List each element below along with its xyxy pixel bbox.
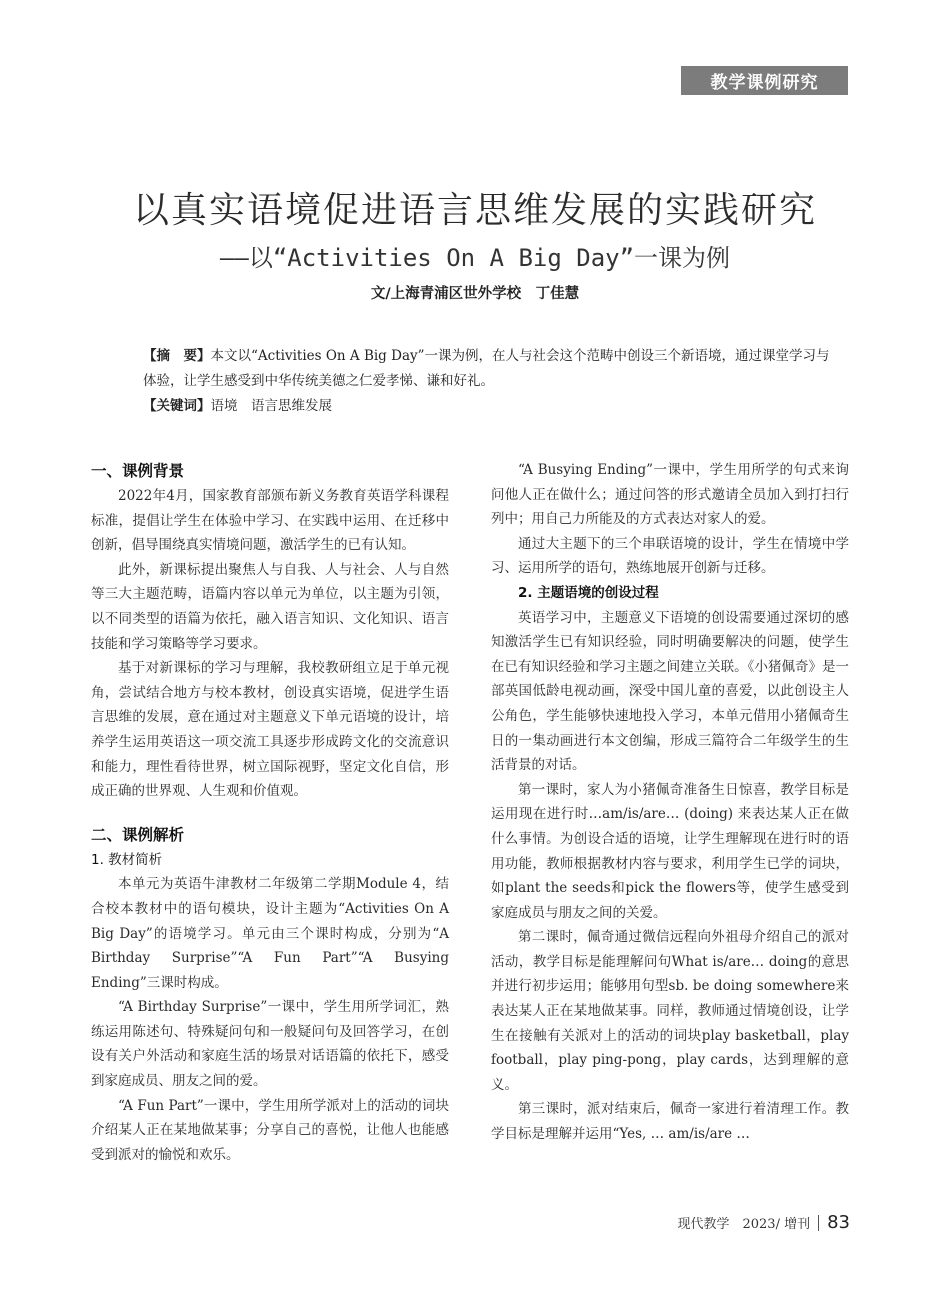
paragraph: 第三课时，派对结束后，佩奇一家进行着清理工作。教学目标是理解并运用“Yes, … am/is/are … [491,1101,849,1143]
keywords-text: 语境 语言思维发展 [210,398,332,414]
article-subtitle: ——以“Activities On A Big Day”一课为例 [219,244,731,272]
author-line: 文/上海青浦区世外学校 丁佳慧 [370,286,580,302]
journal-name: 现代教学 2023/ 增刊 [677,1217,811,1232]
article-title: 以真实语境促进语言思维发展的实践研究 [132,190,817,231]
paragraph: “A Birthday Surprise”一课中，学生用所学词汇，熟练运用陈述句、特殊疑问句和一般疑问句及回答学习，在创设有关户外活动和家庭生活的场景对话语篇的依托下，感受到家庭成员、朋友之间的爱。 [91,999,449,1090]
subsection-heading-material: 1. 教材简析 [91,851,163,868]
paragraph: 此外，新课标提出聚焦人与自我、人与社会、人与自然等三大主题范畴，语篇内容以单元为单位，以主题为引领，以不同类型的语篇为依托，融入语言知识、文化知识、语言技能和学习策略等学习要求。 [91,561,449,652]
page-number: 83 [827,1212,850,1233]
paragraph: 本单元为英语牛津教材二年级第二学期Module 4，结合校本教材中的语句模块，设计主题为“Activities On A Big Day”的语境学习。单元由三个课时构成，分别为“A Birthday Surprise”“A Fun Part”“A Busying Ending”三课时构成。 [91,876,449,991]
abstract-paragraph [123,344,839,394]
paragraph: 第二课时，佩奇通过微信远程向外祖母介绍自己的派对活动，教学目标是能理解问句What is/are… doing的意思并进行初步运用；能够用句型sb. be doing somewhere来表达某人正在某地做某事。同样，教师通过情境创设，让学生在接触有关派对上的活动的词块play basketball，play football，play ping-pong，play cards，达到理解的意义。 [491,929,849,1093]
column-tag: 教学课例研究 [681,66,848,95]
paragraph: “A Fun Part”一课中，学生用所学派对上的活动的词块介绍某人正在某地做某事；分享自己的喜悦，让他人也能感受到派对的愉悦和欢乐。 [91,1097,449,1163]
paragraph: 英语学习中，主题意义下语境的创设需要通过深切的感知激活学生已有知识经验，同时明确要解决的问题，使学生在已有知识经验和学习主题之间建立关联。《小猪佩奇》是一部英国低龄电视动画，深受中国儿童的喜爱，以此创设主人公角色，学生能够快速地投入学习，本单元借用小猪佩奇生日的一集动画进行本文创编，形成三篇符合二年级学生的生活背景的对话。 [491,609,849,774]
subsection-heading-context: 2. 主题语境的创设过程 [518,584,659,601]
paragraph: 第一课时，家人为小猪佩奇准备生日惊喜，教学目标是运用现在进行时…am/is/are… (doing) 来表达某人正在做什么事情。为创设合适的语境，让学生理解现在进行时的语用功能，教师根据教材内容与要求，利用学生已学的词块，如plant the seeds和pick the flowers等，使学生感受到家庭成员与朋友之间的关爱。 [491,781,849,921]
footer-divider [818,1215,819,1231]
left-column [91,458,449,1167]
keywords-label: 【关键词】 [143,398,211,414]
section-gap [91,804,449,822]
paragraph: 2022年4月，国家教育部颁布新义务教育英语学科课程标准，提倡让学生在体验中学习、在实践中运用、在迁移中创新，倡导围绕真实情境问题，激活学生的已有认知。 [91,488,449,554]
abstract-label: 【摘 要】 [143,348,211,364]
right-column [491,458,849,1147]
section-heading-analysis: 二、课例解析 [91,825,185,844]
section-heading-background: 一、课例背景 [91,462,185,480]
keywords-paragraph [123,394,839,419]
abstract-text: 本文以“Activities On A Big Day”一课为例，在人与社会这个范畴中创设三个新语境，通过课堂学习与体验，让学生感受到中华传统美德之仁爱孝悌、谦和好礼。 [143,348,830,389]
paragraph: 通过大主题下的三个串联语境的设计，学生在情境中学习、运用所学的语句，熟练地展开创新与迁移。 [491,535,849,577]
abstract-block [123,344,839,419]
page-footer [677,1212,850,1233]
paragraph: 基于对新课标的学习与理解，我校教研组立足于单元视角，尝试结合地方与校本教材，创设真实语境，促进学生语言思维的发展，意在通过对主题意义下单元语境的设计，培养学生运用英语这一项交流工具逐步形成跨文化的交流意识和能力，理性看待世界，树立国际视野，坚定文化自信，形成正确的世界观、人生观和价值观。 [91,660,449,800]
paragraph: “A Busying Ending”一课中，学生用所学的句式来询问他人正在做什么；通过问答的形式邀请全员加入到打扫行列中；用自己力所能及的方式表达对家人的爱。 [491,462,849,528]
